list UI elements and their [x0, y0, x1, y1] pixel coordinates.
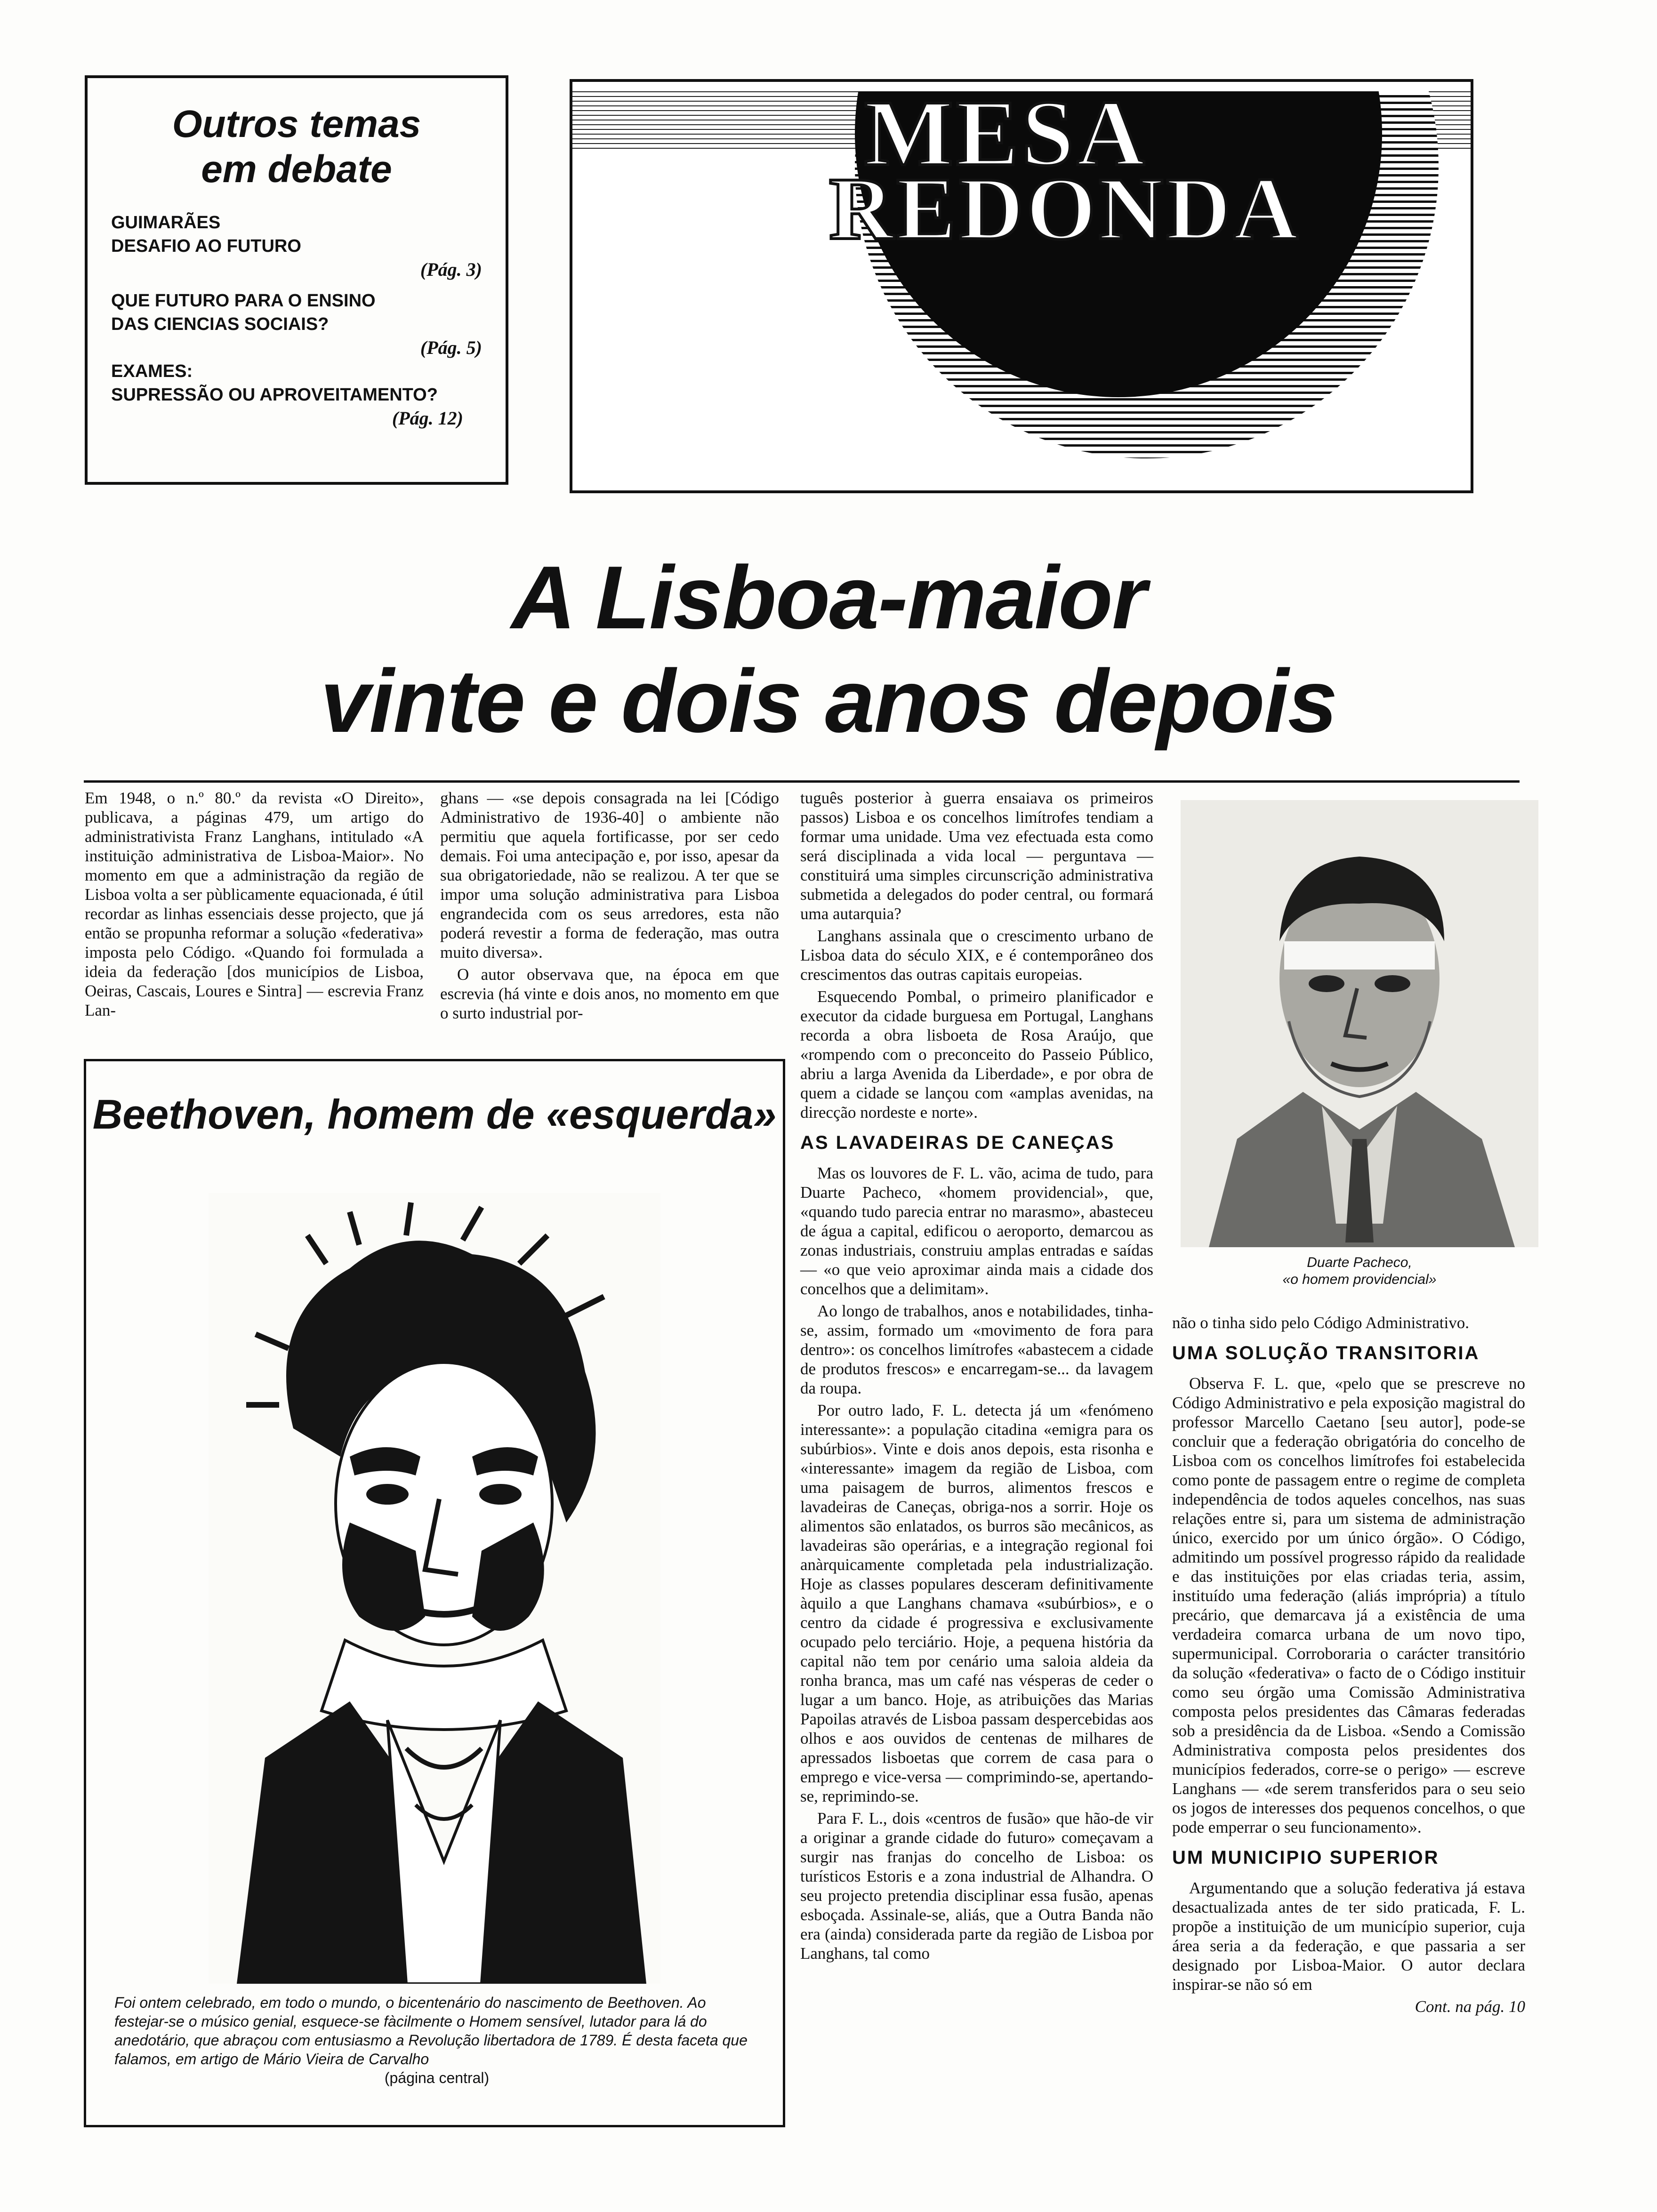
subheading-lavadeiras: AS LAVADEIRAS DE CANEÇAS	[800, 1132, 1115, 1153]
continued-note[interactable]: Cont. na pág. 10	[1415, 1997, 1525, 2016]
masthead-line1: MESA	[864, 81, 1148, 185]
article-col-1: Em 1948, o n.º 80.º da revista «O Direito», publicava, a páginas 479, um artigo do administrativista Franz Langhans, intitulado «A instituição administrativa de Lisboa-Maior». No momento em que a administração da região de Lisboa volta a ser pùblicamente equacionada, é útil recordar as linhas essenciais desse projecto, que já então se propunha reformar a solução «federativa» imposta pelo Código. «Quando foi formulada a ideia da federação [dos municípios de Lisboa, Oeiras, Cascais, Loures e Sintra] — escrevia Franz Lan-	[85, 789, 424, 1019]
headline-rule	[84, 780, 1520, 783]
beethoven-title: Beethoven, homem de «esquerda»	[92, 1091, 777, 1138]
article-col-3: tuguês posterior à guerra ensaiava os primeiros passos) Lisboa e os concelhos limítrofes tendiam a formar uma unidade. Uma vez efectuada esta como será disciplinada a vida local — perguntava — constituirá uma simples circunscrição administrativa submetida a delegados do poder central, ou formará uma autarquia? Langhans assinala que o crescimento urbano de Lisboa data do século XIX, e é contemporâneo dos crescimentos das outras capitais europeias. Esquecendo Pombal, o primeiro planificador e executor da cidade burguesa em Portugal, Langhans recorda a obra lisboeta de Rosa Araújo, que «rompendo com o preconceito do Passeio Público, abriu a larga Avenida da Liberdade», e por obra de quem a cidade se lançou com «amplas avenidas, na direcção nordeste e norte». AS LAVADEIRAS DE CANEÇAS Mas os louvores de F. L. vão, acima de tudo, para Duarte Pacheco, «homem providencial», que, «quando tudo parecia entrar no marasmo», abasteceu de água a capital, edificou o aeroporto, demarcou as zonas industriais, construiu amplas entradas e saídas — «o que veio aproximar ainda mais a cidade dos concelhos que a delimitam». Ao longo de trabalhos, anos e notabilidades, tinha-se, assim, formado um «movimento de fora para dentro»: os concelhos limítrofes «abastecem a cidade de produtos frescos» e encarregam-se... da lavagem da roupa. Por outro lado, F. L. detecta já um «fenómeno interessante»: a população citadina «emigra para os subúrbios». Vinte e dois anos depois, esta risonha e «interessante» imagem da região de Lisboa, com uma paisagem de burros, alimentos frescos e lavadeiras de Caneças, obriga-nos a sorrir. Hoje os alimentos são enlatados, os burros são mecânicos, as lavadeiras são operárias, e a integração regional foi anàrquicamente completada pela industrialização. Hoje as classes populares desceram definitivamente àquilo a que Langhans chamava «subúrbios», e o centro da cidade é progressiva e exclusivamente ocupado pelo terciário. Hoje, a pequena história da capital não tem por cenário uma saloia aldeia da ronha branca, mas um café nas vésperas de ceder o lugar a um banco. Hoje, as atribuições das Marias Papoilas através de Lisboa passam despercebidas aos olhos e aos ouvidos de centenas de milhares de apressados lisboetas que correm de casa para o emprego e vice-versa — comprimindo-se, apertando-se, reprimindo-se. Para F. L., dois «centros de fusão» que hão-de vir a originar a grande cidade do futuro» começavam a surgir nas franjas do concelho de Lisboa: os turísticos Estoris e a zona industrial de Alhandra. O seu projecto pretendia disciplinar essa fusão, apenas esboçada. Assinale-se, aliás, que a Outra Banda não era (ainda) considerada parte da região de Lisboa por Langhans, tal como	[800, 789, 1153, 1963]
other-topics-box	[85, 75, 508, 485]
topic-ensino[interactable]: QUE FUTURO PARA O ENSINO DAS CIENCIAS SOCIAIS? (Pág. 5)	[111, 291, 482, 358]
headline-line2: vinte e dois anos depois	[320, 651, 1337, 751]
masthead-mesa-redonda	[570, 79, 1473, 493]
portrait-drawing	[1181, 800, 1538, 1247]
beethoven-portrait	[209, 1193, 660, 1984]
article-col-4: não o tinha sido pelo Código Administrativo. UMA SOLUÇÃO TRANSITORIA Observa F. L. que, «pelo que se prescreve no Código Administrativo e pela exposição magistral do professor Marcello Caetano [seu autor], pode-se concluir que a federação obrigatória do concelho de Lisboa com os concelhos limítrofes foi estabelecida como ponte de passagem entre o regime de completa independência de todos aqueles concelhos, nas suas relações entre si, para um sistema de administração único, exercido por um único órgão». O Código, admitindo um possível progresso rápido da realidade e das instituições por elas criadas teria, assim, instituído uma federação (aliás imprópria) a título precário, que demarcava já a existência de uma verdadeira comarca urbana de um novo tipo, supermunicipal. Corroboraria o carácter transitório da solução «federativa» o facto de o Código instituir como seu órgão uma Comissão Administrativa composta pelos presidentes das Câmaras federadas sob a presidência da de Lisboa. «Sendo a Comissão Administrativa composta pelos presidentes dos municípios federados, corre-se o perigo» — escreve Langhans — «de serem transferidos para o seu seio os jogos de interesses dos pequenos concelhos, o que pode emperrar o seu funcionamento». UM MUNICIPIO SUPERIOR Argumentando que a solução federativa já estava desactualizada antes de ter sido praticada, F. L. propõe a instituição de um município superior, cuja área seria a da federação, e que passaria a ser designado por Lisboa-Maior. O autor declara inspirar-se não só em Cont. na pág. 10	[1172, 1314, 1525, 2016]
topic-guimaraes[interactable]: GUIMARÃES DESAFIO AO FUTURO (Pág. 3)	[111, 213, 482, 280]
other-topics-title: Outros temas em debate	[172, 103, 421, 191]
article-col-2: ghans — «se depois consagrada na lei [Código Administrativo de 1936-40] o ambiente não permitiu que aquela fortificasse, por ser cedo demais. Foi uma antecipação e, por isso, apesar da sua obrigatoriedade, não se realizou. A ter que se impor uma solução administrativa para Lisboa engrandecida com os seus arredores, esta não poderá revestir a forma de federação, mas outra muito diversa». O autor observava que, na época em que escrevia (há vinte e dois anos, no momento em que o surto industrial por-	[440, 789, 779, 1022]
headline	[0, 546, 1657, 753]
beethoven-feature-box	[84, 1059, 785, 2127]
subheading-solucao-transitoria: UMA SOLUÇÃO TRANSITORIA	[1172, 1343, 1480, 1363]
portrait-duarte-pacheco	[1181, 800, 1538, 1247]
topic-exames[interactable]: EXAMES: SUPRESSÃO OU APROVEITAMENTO? (Pág. 12)	[111, 361, 463, 429]
masthead-line2: REDONDA	[829, 160, 1301, 258]
portrait-caption: Duarte Pacheco, «o homem providencial»	[1282, 1255, 1437, 1287]
headline-line1: A Lisboa-maior	[511, 548, 1146, 648]
beethoven-caption-ref[interactable]: (página central)	[384, 2069, 490, 2086]
subheading-municipio-superior: UM MUNICIPIO SUPERIOR	[1172, 1847, 1440, 1868]
beethoven-caption: Foi ontem celebrado, em todo o mundo, o bicentenário do nascimento de Beethoven. Ao festejar-se o músico genial, esquece-se fàcilmente o Homem sensível, lutador para lá do anedotário, que abraçou com entusiasmo a Revolução libertadora de 1789. É desta faceta que falamos, em artigo de Mário Vieira de Carvalho (página central)	[114, 1993, 759, 2087]
